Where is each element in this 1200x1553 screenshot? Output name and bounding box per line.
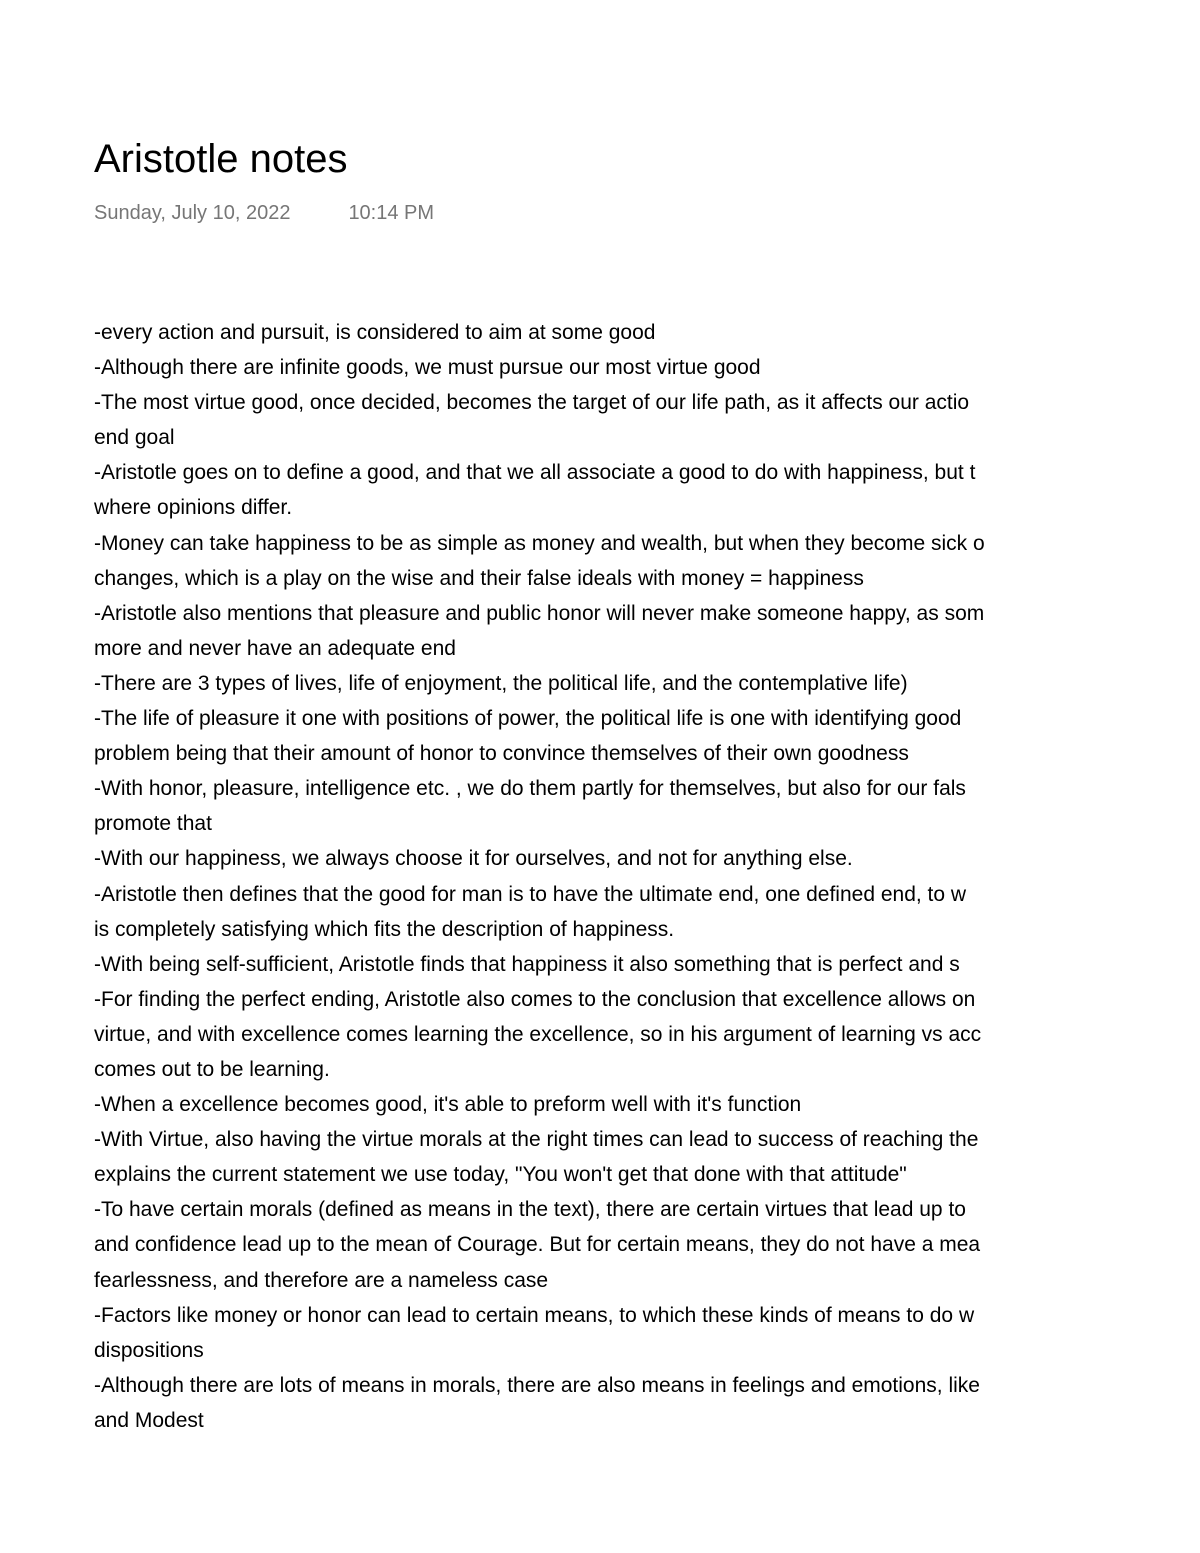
note-line: -every action and pursuit, is considered to aim at some good — [94, 321, 656, 344]
note-line: dispositions — [94, 1338, 204, 1362]
note-line: -Factors like money or honor can lead to certain means, to which these kinds of means to do w — [94, 1303, 975, 1327]
note-body — [94, 315, 1200, 1438]
note-line: explains the current statement we use today, "You won't get that done with that attitude" — [94, 1163, 907, 1187]
note-line: -Aristotle also mentions that pleasure and public honor will never make someone happy, as som — [94, 601, 985, 625]
note-line: and Modest — [94, 1408, 204, 1432]
note-line: -There are 3 types of lives, life of enjoyment, the political life, and the contemplative life) — [94, 671, 908, 695]
note-line: -Although there are infinite goods, we must pursue our most virtue good — [94, 356, 761, 380]
note-line: where opinions differ. — [94, 496, 293, 520]
note-line: more and never have an adequate end — [94, 636, 456, 660]
note-line: problem being that their amount of honor to convince themselves of their own goodness — [94, 742, 909, 766]
note-line: -Money can take happiness to be as simple as money and wealth, but when they become sick o — [94, 531, 985, 555]
note-line: end goal — [94, 426, 175, 450]
note-line: changes, which is a play on the wise and their false ideals with money = happiness — [94, 566, 864, 590]
note-line: -To have certain morals (defined as means in the text), there are certain virtues that lead up to — [94, 1198, 966, 1222]
note-line: -With honor, pleasure, intelligence etc. , we do them partly for themselves, but also for our fals — [94, 777, 966, 801]
note-line: -The most virtue good, once decided, becomes the target of our life path, as it affects our actio — [94, 391, 970, 415]
note-line: -With being self-sufficient, Aristotle finds that happiness it also something that is perfect and s — [94, 952, 960, 976]
note-line: comes out to be learning. — [94, 1057, 330, 1081]
note-line: fearlessness, and therefore are a nameless case — [94, 1268, 549, 1292]
note-timestamp — [94, 199, 434, 227]
note-line: -Although there are lots of means in morals, there are also means in feelings and emotions, like — [94, 1373, 980, 1397]
note-line: is completely satisfying which fits the description of happiness. — [94, 917, 675, 941]
note-line: and confidence lead up to the mean of Courage. But for certain means, they do not have a mea — [94, 1233, 981, 1257]
note-time: 10:14 PM — [348, 202, 435, 224]
note-line: -Aristotle then defines that the good for man is to have the ultimate end, one defined end, to w — [94, 882, 967, 906]
note-line: promote that — [94, 812, 212, 836]
note-line: -With Virtue, also having the virtue morals at the right times can lead to success of reaching the — [94, 1128, 979, 1152]
note-line: -With our happiness, we always choose it for ourselves, and not for anything else. — [94, 847, 853, 871]
note-line: -The life of pleasure it one with positions of power, the political life is one with identifying good — [94, 707, 962, 731]
note-line: virtue, and with excellence comes learning the excellence, so in his argument of learning vs acc — [94, 1022, 982, 1046]
note-date: Sunday, July 10, 2022 — [94, 202, 291, 224]
note-line: -For finding the perfect ending, Aristotle also comes to the conclusion that excellence allows on — [94, 987, 976, 1011]
note-title: Aristotle notes — [94, 137, 348, 181]
note-line: -Aristotle goes on to define a good, and that we all associate a good to do with happiness, but t — [94, 461, 976, 485]
note-line: -When a excellence becomes good, it's able to preform well with it's function — [94, 1093, 802, 1117]
